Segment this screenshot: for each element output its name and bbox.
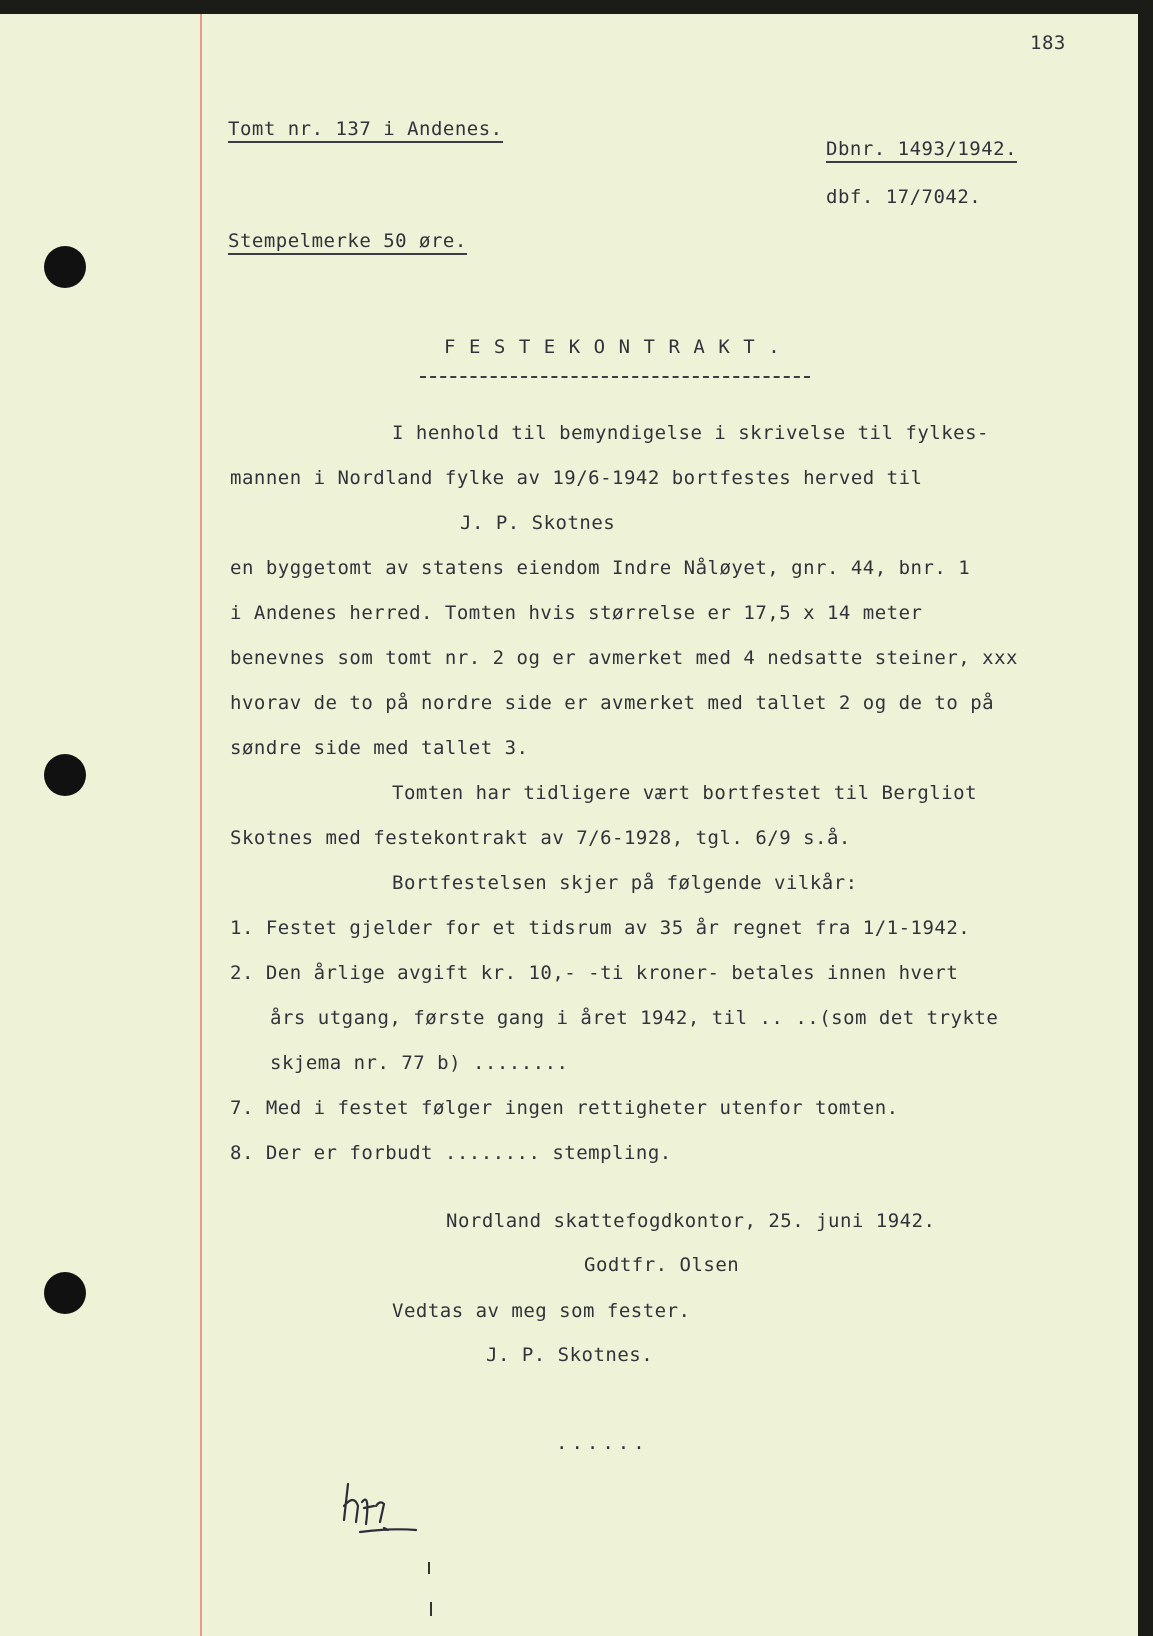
ink-mark xyxy=(430,1602,432,1616)
ink-mark xyxy=(428,1562,430,1574)
handwritten-initials-icon xyxy=(340,1476,430,1546)
condition-item: 1. Festet gjelder for et tidsrum av 35 år regnet fra 1/1-1942. xyxy=(230,917,971,939)
body-line: Tomten har tidligere vært bortfestet til Bergliot xyxy=(392,782,978,804)
condition-item: 2. Den årlige avgift kr. 10,- -ti kroner- betales innen hvert xyxy=(230,962,959,984)
lessee-signature: J. P. Skotnes. xyxy=(486,1344,654,1366)
page-number: 183 xyxy=(1030,32,1066,54)
condition-item-continued: års utgang, første gang i året 1942, til .. ..(som det trykte xyxy=(270,1007,999,1029)
acceptance-line: Vedtas av meg som fester. xyxy=(392,1300,691,1322)
condition-item: 7. Med i festet følger ingen rettigheter utenfor tomten. xyxy=(230,1097,899,1119)
condition-item: 8. Der er forbudt ........ stempling. xyxy=(230,1142,672,1164)
body-line: Skotnes med festekontrakt av 7/6-1928, tgl. 6/9 s.å. xyxy=(230,827,851,849)
body-line: benevnes som tomt nr. 2 og er avmerket med 4 nedsatte steiner, xxx xyxy=(230,647,1018,669)
document-page xyxy=(0,14,1138,1636)
body-line: I henhold til bemyndigelse i skrivelse til fylkes- xyxy=(392,422,989,444)
body-line: Bortfestelsen skjer på følgende vilkår: xyxy=(392,872,858,894)
dbnr: Dbnr. 1493/1942. xyxy=(826,138,1017,163)
document-title: FESTEKONTRAKT. xyxy=(444,336,794,358)
punch-hole xyxy=(44,754,86,796)
dots: ...... xyxy=(556,1432,649,1454)
stamp-note: Stempelmerke 50 øre. xyxy=(228,230,467,255)
margin-line xyxy=(200,14,202,1636)
official-signature: Godtfr. Olsen xyxy=(584,1254,740,1276)
punch-hole xyxy=(44,1272,86,1314)
body-line: en byggetomt av statens eiendom Indre Nåløyet, gnr. 44, bnr. 1 xyxy=(230,557,971,579)
punch-hole xyxy=(44,246,86,288)
body-line: mannen i Nordland fylke av 19/6-1942 bortfestes herved til xyxy=(230,467,923,489)
body-line: J. P. Skotnes xyxy=(460,512,616,534)
dbf-date: dbf. 17/7042. xyxy=(826,186,982,208)
body-line: søndre side med tallet 3. xyxy=(230,737,529,759)
condition-item-continued: skjema nr. 77 b) ........ xyxy=(270,1052,569,1074)
body-line: hvorav de to på nordre side er avmerket med tallet 2 og de to på xyxy=(230,692,995,714)
place-and-date: Nordland skattefogdkontor, 25. juni 1942. xyxy=(446,1210,936,1232)
body-line: i Andenes herred. Tomten hvis størrelse er 17,5 x 14 meter xyxy=(230,602,923,624)
lot-heading: Tomt nr. 137 i Andenes. xyxy=(228,118,503,143)
title-underline xyxy=(420,376,810,378)
